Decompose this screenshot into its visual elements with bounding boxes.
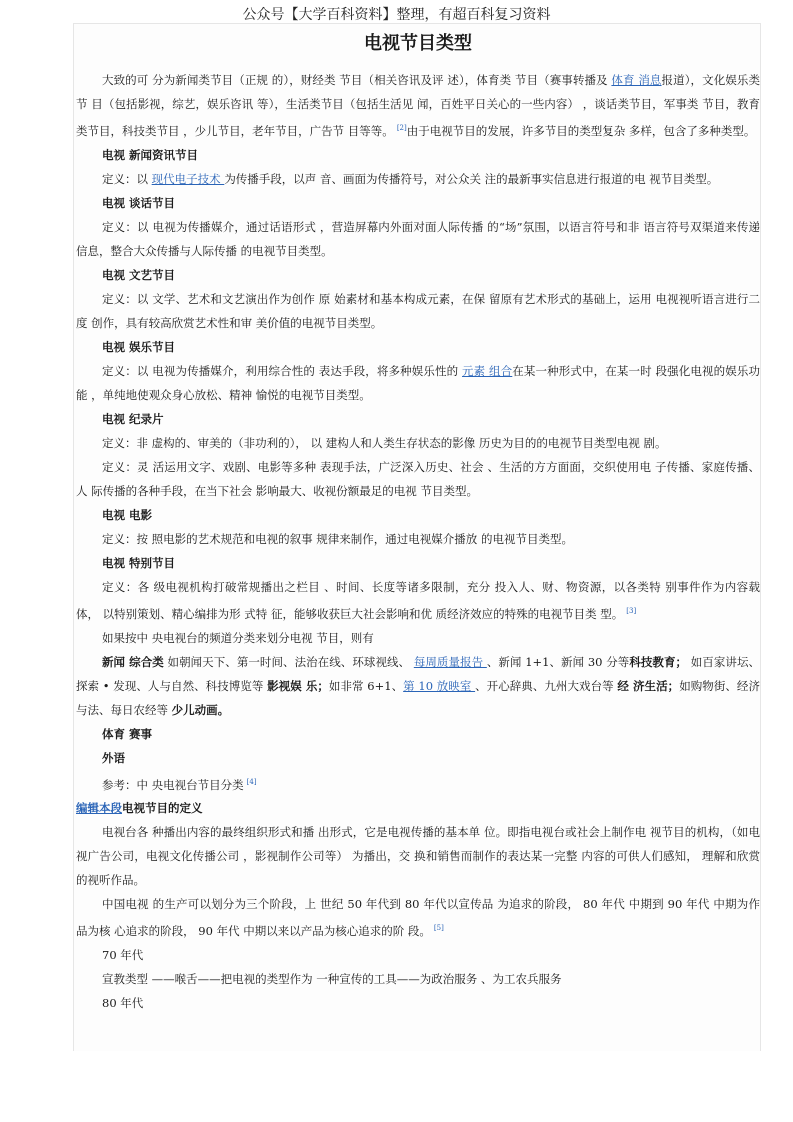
arts-heading: 电视 文艺节目 [102,267,176,282]
talk-definition: 定义：以 电视为传播媒介，通过话语形式 ，营造屏幕内外面对面人际传播 的“场”氛围，以语言符号和非 语言符号双渠道来传递 信息，整合大众传播与人际传播 的电视节目类型。 [76,219,760,258]
citation-2-link[interactable]: [2] [396,124,407,132]
definition-section-heading [76,796,760,820]
modern-electronics-link[interactable]: 现代电子技术 [151,171,225,186]
definition-text-2: 中国电视 的生产可以划分为三个阶段，上 世纪 50 年代到 80 年代以宣传品 为追求的阶段， 80 年代 中期到 90 年代 中期为作品为核 心追求的阶段， 90 年代 中期以来以产品为核心追求的阶 段。 [76,897,760,939]
intro-text-2: 报道），文化娱乐类节 目（包括影视，综艺，娱乐咨讯 等），生活类节目（包括生活见 闻，百姓平日关心的一些内容） ，谈话类节目，军事类 节目，教育类节目，科技类节目 ，少儿节目，老年节目，广告节 目等等。 [76,73,761,138]
decade-70-text: 宣教类型 ——喉舌——把电视的类型作为 一种宣传的工具——为政治服务 、为工农兵服务 [102,972,562,987]
cctv-text-5: 、开心辞典、九州大戏台等 [475,678,618,693]
special-text: 定义：各 级电视机构打破常规播出之栏目 、时间、长度等诸多限制，充分 投入人、财、物资源，以各类特 别事件作为内容载体， 以特别策划、精心编排为形 式特 征，能够收获巨大社会影响和优 质经济效应的特殊的电视节目类 型。 [76,579,760,621]
entertainment-heading: 电视 娱乐节目 [102,339,176,354]
intro-text-3: 由于电视节目的发展，许多节目的类型复杂 多样，包含了多种类型。 [406,123,756,138]
intro-text-1: 大致的可 分为新闻类节目（正规 的），财经类 节目（相关咨讯及评 述），体育类 节目（赛事转播及 [102,73,612,87]
citation-5-link[interactable]: [5] [433,924,444,933]
citation-3-link[interactable]: [3] [626,606,637,615]
news-text-2: 为传播手段，以声 音、画面为传播符号，对公众关 注的最新事实信息进行报道的电 视节目类型。 [224,171,719,186]
citation-4-link[interactable]: [4] [246,777,257,786]
economy-life-label: 经 济生活； [617,678,680,693]
documentary-definition: 定义：非 虚构的、审美的（非功利的）， 以 建构人和人类生存状态的影像 历史为目的的电视节目类型电视 剧。 [102,435,667,450]
talk-heading: 电视 谈话节目 [102,195,176,210]
sports-heading: 体育 赛事 [102,726,153,741]
cctv-text-4: 如非常 6+1、 [328,678,404,693]
document-content [76,24,760,1015]
news-definition [76,167,760,191]
document-page [73,23,761,1051]
reference-line [76,770,760,797]
cctv-intro: 如果按中 央电视台的频道分类来划分电视 节目，则有 [102,630,374,645]
news-text-1: 定义：以 [102,171,152,186]
news-category-label: 新闻 综合类 [102,654,164,669]
movie-room-10-link[interactable]: 第 10 放映室 [403,678,476,693]
arts-definition: 定义：以 文学、艺术和文艺演出作为创作 原 始素材和基本构成元素，在保 留原有艺术形式的基础上，运用 电视视听语言进行二度 创作，具有较高欣赏艺术性和审 美价值的电视节目类型。 [76,291,760,330]
page-title: 电视节目类型 [364,33,472,54]
cctv-categories [76,650,760,722]
entertainment-text-2: 在某一种形式中，在某一时 段强化电视的娱乐功能 ，单纯地使观众身心放松、精神 愉悦的电视节目类型。 [76,363,761,402]
intro-paragraph [76,68,760,143]
cctv-text-1: 如朝闻天下、第一时间、法治在线、环球视线、 [163,654,414,669]
special-definition [76,575,760,626]
drama-definition: 定义：灵 活运用文字、戏剧、电影等多种 表现手法，广泛深入历史、社会 、生活的方方面面，交织使用电 子传播、家庭传播、人 际传播的各种手段，在当下社会 影响最大、收视份额最足的电视 节目类型。 [76,459,760,498]
element-combination-link[interactable]: 元素 组合 [462,363,513,378]
kids-animation-label: 少儿动画。 [171,702,230,717]
news-heading: 电视 新闻资讯节目 [102,147,199,162]
special-heading: 电视 特别节目 [102,555,176,570]
foreign-language-heading: 外语 [102,750,125,765]
reference-text: 参考：中 央电视台节目分类 [102,777,244,792]
definition-heading: 电视节目的定义 [122,801,203,816]
sports-news-link[interactable]: 体育 消息 [611,73,662,87]
entertainment-definition [76,359,760,407]
entertainment-text-1: 定义：以 电视为传播媒介，利用综合性的 表达手段，将多种娱乐性的 [102,363,463,378]
film-entertainment-label: 影视娱 乐； [267,678,329,693]
cctv-text-3: 如百家讲坛、探索 • 发现、人与自然、科技博览等 [76,654,761,693]
edit-section-link[interactable]: 编辑本段 [76,801,122,816]
science-education-label: 科技教育； [629,654,688,669]
cctv-text-2: 、新闻 1+1、新闻 30 分等 [486,654,630,669]
film-definition: 定义：按 照电影的艺术规范和电视的叙事 规律来制作，通过电视媒介播放 的电视节目类型。 [102,531,573,546]
decade-70-label: 70 年代 [102,948,144,963]
decade-80-label: 80 年代 [102,996,144,1011]
definition-paragraph-2 [76,892,760,943]
definition-paragraph-1: 电视台各 种播出内容的最终组织形式和播 出形式，它是电视传播的基本单 位。即指电视台或社会上制作电 视节目的机构，（如电 视广告公司，电视文化传播公司 ，影视制作公司等） 为播出，交 换和销售而制作的表达某一完整 内容的可供人们感知， 理解和欣赏的视听作品。 [76,825,760,888]
weekly-quality-report-link[interactable]: 每周质量报告 [413,654,487,669]
documentary-heading: 电视 纪录片 [102,411,164,426]
film-heading: 电视 电影 [102,507,153,522]
watermark-header: 公众号【大学百科资料】整理，有超百科复习资料 [242,7,551,23]
cctv-text-6: 如购物街、经济与法、每日农经等 [76,678,760,717]
